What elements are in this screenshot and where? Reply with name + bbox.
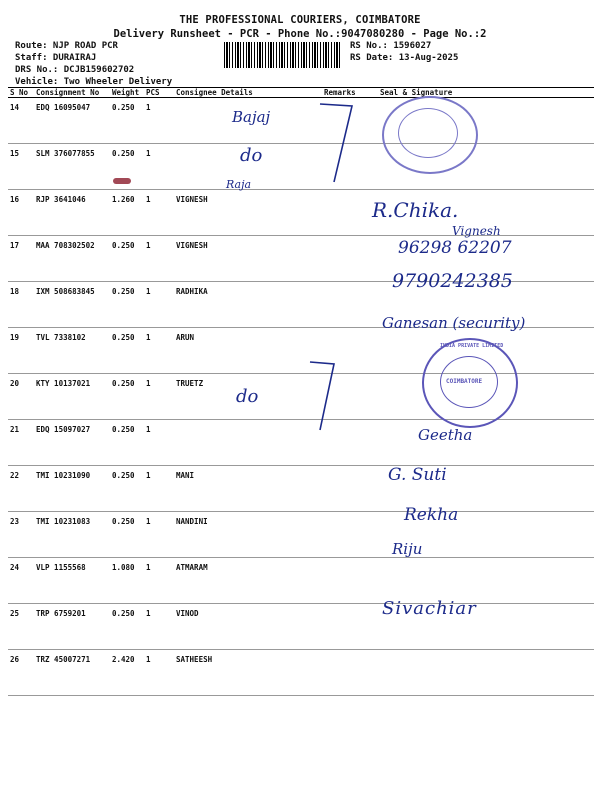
handwriting-riju: Riju	[392, 540, 423, 558]
row-weight: 0.250	[110, 466, 144, 512]
table-row	[8, 604, 594, 650]
row-consignee: ARUN	[174, 328, 322, 374]
row-signature	[378, 650, 594, 696]
row-pcs: 1	[144, 144, 174, 190]
company-seal-1-inner	[398, 108, 458, 158]
route: Route: NJP ROAD PCR	[15, 41, 118, 51]
row-consignment-no: TRZ 45007271	[34, 650, 110, 696]
handwriting-do: do	[240, 145, 263, 166]
vehicle: Vehicle: Two Wheeler Delivery	[15, 77, 173, 87]
table-header	[8, 88, 594, 98]
row-pcs: 1	[144, 374, 174, 420]
row-consignee: VIGNESH	[174, 236, 322, 282]
handwriting-phone-2: 9790242385	[392, 270, 513, 292]
row-weight: 0.250	[110, 604, 144, 650]
row-pcs: 1	[144, 328, 174, 374]
row-weight: 2.420	[110, 650, 144, 696]
row-sno: 19	[8, 328, 34, 374]
row-sno: 25	[8, 604, 34, 650]
row-weight: 1.080	[110, 558, 144, 604]
row-sno: 18	[8, 282, 34, 328]
row-pcs: 1	[144, 190, 174, 236]
row-consignment-no: TMI 10231090	[34, 466, 110, 512]
row-remarks	[322, 190, 378, 236]
row-consignment-no: TRP 6759201	[34, 604, 110, 650]
row-consignee: TRUETZ	[174, 374, 322, 420]
col-remarks: Remarks	[322, 88, 378, 98]
row-signature	[378, 558, 594, 604]
company-title: THE PROFESSIONAL COURIERS, COIMBATORE	[179, 14, 421, 26]
header-right	[350, 40, 458, 64]
handwriting-phone-1: 96298 62207	[398, 238, 512, 258]
row-remarks	[322, 512, 378, 558]
handwriting-rekha: Rekha	[404, 505, 459, 525]
row-weight: 0.250	[110, 282, 144, 328]
row-sno: 17	[8, 236, 34, 282]
red-ink-mark	[113, 178, 131, 184]
col-pcs: PCS	[144, 88, 174, 98]
table-row	[8, 650, 594, 696]
table-row	[8, 98, 594, 144]
col-sno: S No	[8, 88, 34, 98]
handwriting-raja: Raja	[226, 178, 252, 191]
seal-company-text: INDIA PRIVATE LIMITED	[440, 343, 504, 349]
col-signature: Seal & Signature	[378, 88, 594, 98]
table-row	[8, 512, 594, 558]
handwriting-ganesan: Ganesan (security)	[382, 314, 526, 332]
row-remarks	[322, 558, 378, 604]
row-pcs: 1	[144, 558, 174, 604]
col-consignee: Consignee Details	[174, 88, 322, 98]
row-sno: 16	[8, 190, 34, 236]
row-remarks	[322, 604, 378, 650]
handwriting-geetha: Geetha	[418, 426, 473, 444]
row-remarks	[322, 650, 378, 696]
runsheet-title: Delivery Runsheet - PCR - Phone No.:9047080280 - Page No.:2	[113, 28, 487, 40]
col-consignment: Consignment No	[34, 88, 110, 98]
row-consignment-no: IXM 508683845	[34, 282, 110, 328]
drs-number: DRS No.: DCJB159602702	[15, 65, 135, 75]
row-weight: 0.250	[110, 328, 144, 374]
handwriting-suti: G. Suti	[388, 465, 447, 485]
row-remarks	[322, 466, 378, 512]
handwriting-bajaj: Bajaj	[232, 108, 271, 126]
row-consignee: SATHEESH	[174, 650, 322, 696]
row-consignment-no: SLM 376077855	[34, 144, 110, 190]
row-consignment-no: KTY 10137021	[34, 374, 110, 420]
row-sno: 24	[8, 558, 34, 604]
row-sno: 14	[8, 98, 34, 144]
handwriting-vignesh: Vignesh	[452, 224, 501, 238]
row-weight: 0.250	[110, 374, 144, 420]
row-weight: 0.250	[110, 236, 144, 282]
row-pcs: 1	[144, 98, 174, 144]
row-pcs: 1	[144, 466, 174, 512]
table-row	[8, 144, 594, 190]
row-consignment-no: RJP 3641046	[34, 190, 110, 236]
col-weight: Weight	[110, 88, 144, 98]
row-consignment-no: VLP 1155568	[34, 558, 110, 604]
row-consignee: RADHIKA	[174, 282, 322, 328]
remarks-stroke-1	[312, 98, 358, 188]
row-consignee: NANDINI	[174, 512, 322, 558]
row-sno: 21	[8, 420, 34, 466]
handwriting-rchika: R.Chika.	[372, 198, 459, 222]
table-row	[8, 466, 594, 512]
row-pcs: 1	[144, 512, 174, 558]
row-sno: 22	[8, 466, 34, 512]
row-pcs: 1	[144, 282, 174, 328]
staff: Staff: DURAIRAJ	[15, 53, 97, 63]
handwriting-do-2: do	[236, 386, 259, 407]
row-consignment-no: EDQ 15097027	[34, 420, 110, 466]
row-remarks	[322, 236, 378, 282]
row-remarks	[322, 282, 378, 328]
row-pcs: 1	[144, 650, 174, 696]
table-row	[8, 190, 594, 236]
row-consignee: ATMARAM	[174, 558, 322, 604]
rs-number: RS No.: 1596027	[350, 41, 432, 51]
row-consignment-no: EDQ 16095047	[34, 98, 110, 144]
seal-city-text: COIMBATORE	[446, 378, 483, 385]
row-signature	[378, 420, 594, 466]
rs-date: RS Date: 13-Aug-2025	[350, 53, 459, 63]
row-consignment-no: TMI 10231083	[34, 512, 110, 558]
row-sno: 15	[8, 144, 34, 190]
table-row	[8, 558, 594, 604]
row-sno: 20	[8, 374, 34, 420]
row-weight: 0.250	[110, 98, 144, 144]
row-pcs: 1	[144, 236, 174, 282]
row-pcs: 1	[144, 420, 174, 466]
row-consignee: VIGNESH	[174, 190, 322, 236]
header-left	[15, 40, 172, 88]
row-pcs: 1	[144, 604, 174, 650]
handwriting-sivachiar: Sivachiar	[382, 598, 477, 619]
row-sno: 23	[8, 512, 34, 558]
row-consignment-no: TVL 7338102	[34, 328, 110, 374]
row-sno: 26	[8, 650, 34, 696]
row-consignee: MANI	[174, 466, 322, 512]
row-weight: 0.250	[110, 420, 144, 466]
remarks-stroke-2	[300, 358, 340, 436]
row-consignee: VINOD	[174, 604, 322, 650]
row-weight: 1.260	[110, 190, 144, 236]
row-consignment-no: MAA 708302502	[34, 236, 110, 282]
row-weight: 0.250	[110, 144, 144, 190]
row-weight: 0.250	[110, 512, 144, 558]
barcode-image	[224, 42, 342, 68]
